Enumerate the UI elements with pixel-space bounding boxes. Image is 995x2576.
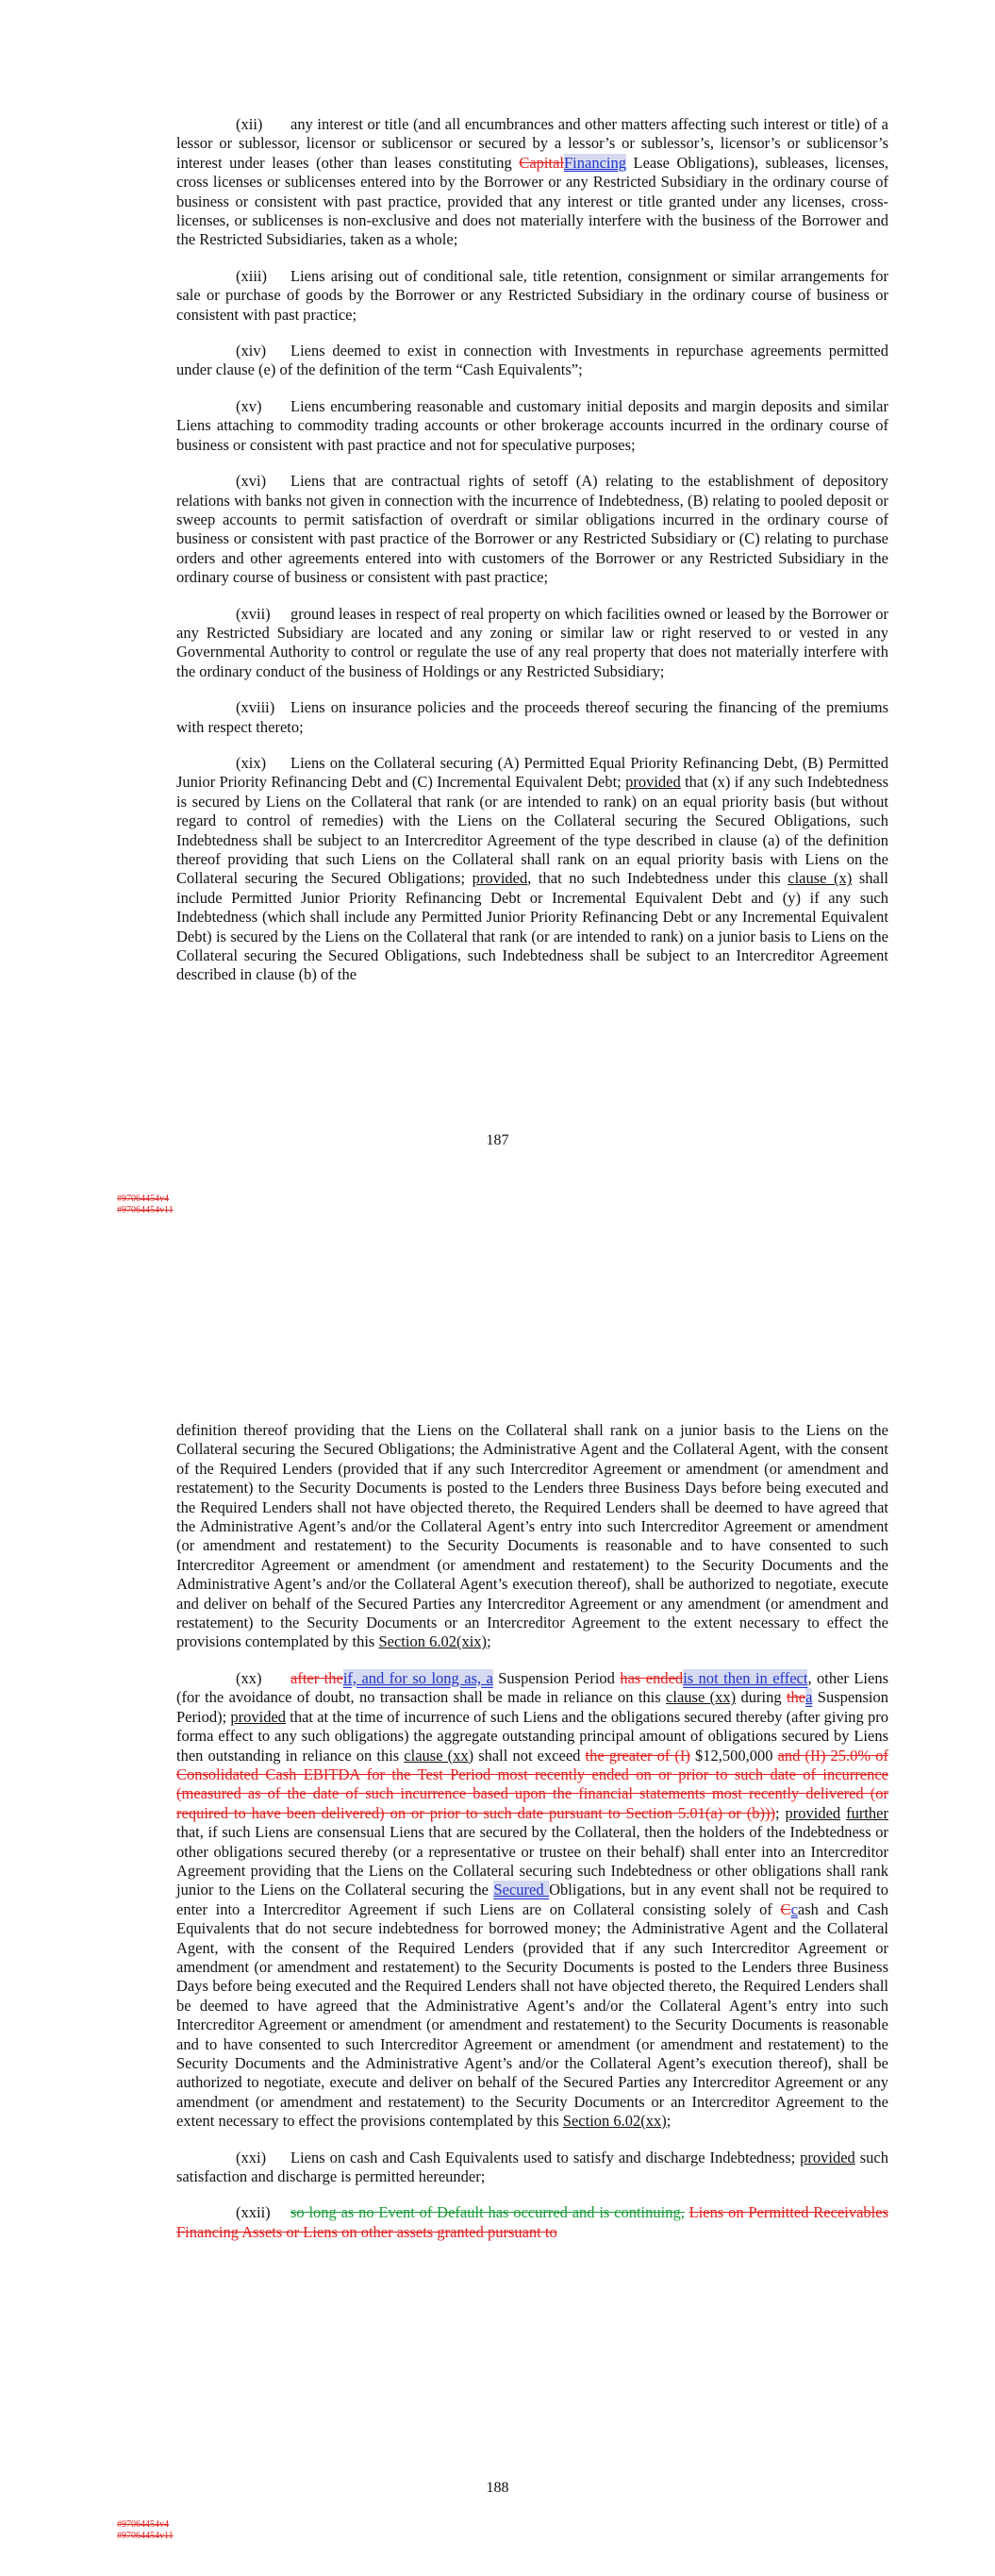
clause-text: that at the time of incurrence of such Liens and the obligations secured thereby (after giving pro forma effect to any such obligations) the aggregate outstanding principal amount of obligations secured by Liens then outstanding in reliance on this: [176, 1707, 888, 1765]
clause-text: Liens on cash and Cash Equivalents used to satisfy and discharge Indebtedness;: [290, 2148, 801, 2166]
clause-number: (xxii): [236, 2203, 271, 2222]
deleted-text: Capital: [519, 153, 564, 172]
clause-text: any interest or title (and all encumbrances and other matters affecting such interest or title) of a lessor or sublessor, licensor or sublicensor or secured by a lessor’s or sublessor’s, licensor’s or sublicensor’s interest under leases (other than leases constituting: [176, 115, 888, 172]
clause-number: (xiii): [236, 266, 267, 285]
deleted-text: after the: [290, 1668, 343, 1687]
underlined-term: provided: [472, 869, 528, 888]
clause-text: that, if such Liens are consensual Liens that are secured by the Collateral, then the holders of the Indebtedness or other obligations secured thereby (or a representative or trustee on their behalf) shall enter into an Intercreditor Agreement providing that the Liens on the Collateral securing such Indebtedness or other obligations shall rank junior to the Liens on the Collateral securing the: [176, 1823, 888, 1899]
deleted-text: and (II) 25.0% of Consolidated Cash EBITDA for the Test Period most recently ended on or prior to such date of incurrence (measured as of the date of such incurrence based upon the financial statements most recently delivered (or required to have been delivered) on or prior to such date pursuant to Section 5.01(a) or (b))): [176, 1746, 889, 1822]
clause-text: ash and Cash Equivalents that do not secure indebtedness for borrowed money; the Administrative Agent and the Collateral Agent, with the consent of the Required Lenders (provided that if any such Intercreditor Agreement or amendment (or amendment and restatement) to the Security Documents is posted to the Lenders three Business Days before being executed and the Required Lenders shall not have objected thereto, the Required Lenders shall be deemed to have agreed that the Administrative Agent’s and/or the Collateral Agent’s entry into such Intercreditor Agreement or amendment (or amendment and restatement) to the Security Documents is reasonable and to have consented to such Intercreditor Agreement or amendment (or amendment and restatement) to the Security Documents and the Administrative Agent’s and/or the Collateral Agent’s execution thereof), shall be authorized to negotiate, execute and deliver on behalf of the Secured Parties any Intercreditor Agreement or any amendment (or amendment and restatement) to the Security Documents or an Intercreditor Agreement to the extent necessary to effect the provisions contemplated by this: [176, 1899, 888, 2131]
page-body: [176, 1421, 888, 2259]
document-id-old: #97064454v4: [117, 1194, 169, 1204]
page-body: [176, 115, 888, 1002]
inserted-text: if, and for so long as, a: [342, 1668, 493, 1687]
clause-number: (xix): [236, 753, 267, 772]
inserted-text: Financing: [564, 153, 626, 172]
clause-text: Liens on the Collateral securing (A) Permitted Equal Priority Refinancing Debt, (B) Permitted Junior Priority Refinancing Debt and (C) Incremental Equivalent Debt;: [176, 753, 888, 792]
underlined-term: further: [846, 1803, 889, 1822]
clause-xix: [176, 754, 888, 985]
clause-xvi: [176, 472, 888, 587]
clause-number: (xvi): [236, 472, 267, 491]
clause-text: that (x) if any such Indebtedness is secured by Liens on the Collateral that rank (or are intended to rank) on an equal priority basis (but without regard to control of remedies) with the Liens on the Collateral securing the Secured Obligations, such Indebtedness shall be subject to an Intercreditor Agreement of the type described in clause (a) of the definition thereof providing that such Liens on the Collateral shall rank on an equal priority basis with Liens on the Collateral securing the Secured Obligations;: [176, 773, 888, 888]
clause-text: Lease Obligations), subleases, licenses, cross licenses or sublicenses entered into by the Borrower or any Restricted Subsidiary in the ordinary course of business or consistent with past practice, provided that any interest or title granted under any licenses, cross-licenses, or sublicenses is non-exclusive and does not materially interfere with the business of the Borrower and the Restricted Subsidiaries, taken as a whole;: [176, 153, 888, 249]
clause-text: Liens that are contractual rights of setoff (A) relating to the establishment of depository relations with banks not given in connection with the incurrence of Indebtedness, (B) relating to pooled deposit or sweep accounts to permit satisfaction of overdraft or similar obligations incurred in the ordinary course of business or consistent with past practice of the Borrower or any Restricted Subsidiary or (C) relating to purchase orders and other agreements entered into with customers of the Borrower or any Restricted Subsidiary in the ordinary course of business or consistent with past practice;: [176, 472, 888, 587]
clause-text: Liens on insurance policies and the proceeds thereof securing the financing of the premiums with respect thereto;: [176, 698, 888, 736]
clause-text: Liens encumbering reasonable and customary initial deposits and margin deposits and similar Liens attaching to commodity trading accounts or other brokerage accounts incurred in the ordinary course of business or consistent with past practice and not for speculative purposes;: [176, 396, 888, 454]
clause-text: ;: [666, 2112, 672, 2131]
clause-xv: [176, 397, 888, 455]
clause-text: ;: [775, 1803, 786, 1822]
clause-text: Suspension Period);: [176, 1688, 888, 1726]
section-reference: Section 6.02(xix): [378, 1632, 488, 1651]
deleted-text: has ended: [620, 1668, 684, 1687]
clause-text: shall include Permitted Junior Priority Refinancing Debt or Incremental Equivalent Debt and (y) if any such Indebtedness (which shall include any Permitted Junior Priority Refinancing Debt or any Incremental Equivalent Debt) is secured by the Liens on the Collateral that rank (or are intended to rank) on a junior basis to Liens on the Collateral securing the Secured Obligations, such Indebtedness shall be subject to an Intercreditor Agreement described in clause (b) of the: [176, 869, 888, 984]
clause-xii: [176, 115, 888, 250]
clause-text: Liens deemed to exist in connection with Investments in repurchase agreements permitted under clause (e) of the definition of the term “Cash Equivalents”;: [176, 342, 888, 379]
clause-xiii: [176, 267, 888, 325]
document-id-new: #97064454v11: [117, 1205, 174, 1215]
clause-xx: [176, 1669, 888, 2132]
clause-xiv: [176, 342, 888, 380]
underlined-term: provided: [785, 1803, 841, 1822]
underlined-term: provided: [230, 1707, 287, 1726]
clause-number: (xii): [236, 115, 263, 133]
deleted-text: Liens on Permitted Receivables Financing Assets or Liens on other assets granted pursuant to: [176, 2203, 889, 2241]
document-id-new: #97064454v11: [117, 2531, 174, 2541]
deleted-text: the: [786, 1688, 806, 1707]
clause-text: ;: [487, 1632, 491, 1651]
page-number: 188: [486, 2480, 509, 2496]
clause-number: (xv): [236, 396, 262, 415]
clause-text: Obligations, but in any event shall not be required to enter into a Intercreditor Agreement if such Liens are on Collateral consisting solely of: [176, 1881, 888, 1918]
clause-text: Suspension Period: [492, 1668, 621, 1687]
document-page-187: [0, 0, 995, 1264]
clause-xxii: [176, 2203, 888, 2242]
section-reference: Section 6.02(xx): [562, 2112, 667, 2131]
clause-text: , other Liens (for the avoidance of doubt, no transaction shall be made in reliance on this: [176, 1668, 889, 1707]
page-number: 187: [486, 1132, 509, 1148]
clause-text: such satisfaction and discharge is permitted hereunder;: [176, 2148, 888, 2186]
clause-reference: clause (xx): [666, 1688, 737, 1707]
inserted-text: is not then in effect: [683, 1668, 808, 1687]
inserted-text: c: [790, 1899, 798, 1918]
clause-number: (xvii): [236, 604, 271, 623]
clause-text: Liens arising out of conditional sale, title retention, consignment or similar arrangements for sale or purchase of goods by the Borrower or any Restricted Subsidiary in the ordinary course of business or consistent with past practice;: [176, 266, 888, 324]
document-id-footer: [117, 2519, 174, 2542]
document-page-188: [0, 1264, 995, 2576]
clause-text: definition thereof providing that the Liens on the Collateral shall rank on a junior basis to the Liens on the Collateral securing the Secured Obligations; the Administrative Agent and the Collateral Agent, with the consent of the Required Lenders (provided that if any such Intercreditor Agreement or amendment (or amendment and restatement) to the Security Documents is posted to the Lenders three Business Days before being executed and the Required Lenders shall not have objected thereto, the Required Lenders shall be deemed to have agreed that the Administrative Agent’s and/or the Collateral Agent’s entry into such Intercreditor Agreement or amendment (or amendment and restatement) to the Security Documents is reasonable and to have consented to such Intercreditor Agreement or amendment (or amendment and restatement) to the Security Documents and the Administrative Agent’s and/or the Collateral Agent’s execution thereof), shall be authorized to negotiate, execute and deliver on behalf of the Secured Parties any Intercreditor Agreement or any amendment (or amendment and restatement) to the Security Documents or an Intercreditor Agreement to the extent necessary to effect the provisions contemplated by this: [176, 1421, 888, 1651]
clause-number: (xviii): [236, 698, 275, 717]
clause-number: (xiv): [236, 342, 267, 360]
clause-xxi: [176, 2149, 888, 2187]
clause-xix-continued: [176, 1421, 888, 1652]
moved-deleted-text: so long as no Event of Default has occurred and is continuing,: [290, 2203, 685, 2222]
clause-reference: clause (x): [788, 869, 853, 888]
clause-text: $12,500,000: [689, 1746, 778, 1765]
clause-text: ground leases in respect of real property on which facilities owned or leased by the Borrower or any Restricted Subsidiary are located and any zoning or similar law or right reserved to or vested in any Governmental Authority to control or regulate the use of any real property that does not materially interfere with the ordinary conduct of the business of Holdings or any Restricted Subsidiary;: [176, 604, 888, 680]
clause-text: , that no such Indebtedness under this: [527, 869, 788, 888]
clause-xvii: [176, 605, 888, 682]
deleted-text: the greater of (I): [585, 1746, 690, 1765]
document-id-footer: [117, 1194, 174, 1216]
clause-reference: clause (xx): [404, 1746, 474, 1765]
clause-text: during: [736, 1688, 787, 1707]
clause-xviii: [176, 698, 888, 737]
inserted-text: a: [805, 1688, 813, 1707]
clause-number: (xx): [236, 1668, 262, 1687]
clause-text: shall not exceed: [473, 1746, 586, 1765]
deleted-text: C: [780, 1899, 791, 1918]
clause-number: (xxi): [236, 2148, 267, 2166]
underlined-term: provided: [800, 2148, 855, 2166]
underlined-term: provided: [625, 773, 681, 792]
document-id-old: #97064454v4: [117, 2519, 169, 2530]
inserted-text: Secured: [493, 1881, 550, 1899]
